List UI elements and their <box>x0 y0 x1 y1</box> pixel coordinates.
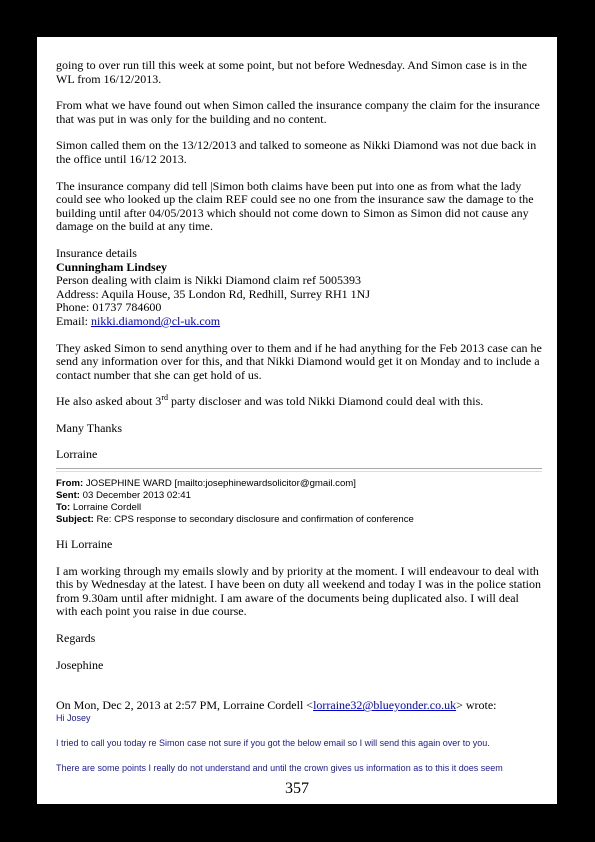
from-value: JOSEPHINE WARD [mailto:josephinewardsolicitor@gmail.com] <box>85 478 356 490</box>
insurance-details <box>56 247 542 329</box>
email-header <box>56 478 542 526</box>
paragraph-6-post: party discloser and was told Nikki Diamond could deal with this. <box>167 394 484 409</box>
insurance-email-link[interactable]: nikki.diamond@cl-uk.com <box>91 313 221 328</box>
quoted-line-1: Hi Josey <box>56 712 91 723</box>
insurance-heading: Insurance details <box>56 245 137 260</box>
reply-name: Josephine <box>56 657 104 672</box>
quoted-line-3: There are some points I really do not understand and until the crown gives us information as to this it does seem <box>56 762 503 773</box>
paragraph-1: going to over run till this week at some point, but not before Wednesday. And Simon case is in the WL from 16/12/2013. <box>56 58 527 86</box>
quoted-intro-post: > wrote: <box>456 698 497 713</box>
subject-value: Re: CPS response to secondary disclosure and confirmation of conference <box>96 514 414 526</box>
signoff-name: Lorraine <box>56 447 98 462</box>
to-label: To: <box>56 502 71 514</box>
subject-label: Subject: <box>56 514 94 526</box>
insurance-email-label: Email: <box>56 313 91 328</box>
quoted-email-link[interactable]: lorraine32@blueyonder.co.uk <box>313 698 457 713</box>
paragraph-4: The insurance company did tell |Simon both claims have been put into one as from what the lady could see who looked up the claim REF could see no one from the insurance saw the damage to the building until after 04/05/2013 which should not come down to Simon as Simon did not cause any damage on the build at any time. <box>56 178 534 234</box>
insurance-email-line <box>56 315 542 329</box>
email-subject <box>56 514 542 526</box>
paragraph-3: Simon called them on the 13/12/2013 and talked to someone as Nikki Diamond was not due back in the office until 16/12 2013. <box>56 138 537 166</box>
email-divider <box>56 468 542 472</box>
paragraph-2: From what we have found out when Simon called the insurance company the claim for the insurance that was put in was only for the building and no content. <box>56 98 540 126</box>
quoted-intro <box>56 699 542 713</box>
insurance-person: Person dealing with claim is Nikki Diamond claim ref 5005393 <box>56 273 361 288</box>
insurance-company: Cunningham Lindsey <box>56 259 168 274</box>
insurance-phone: Phone: 01737 784600 <box>56 300 162 315</box>
from-label: From: <box>56 478 84 490</box>
email-to <box>56 502 542 514</box>
email-sent <box>56 490 542 502</box>
reply-regards: Regards <box>56 631 96 646</box>
document-page <box>37 37 557 804</box>
page-number: 357 <box>285 780 309 797</box>
paragraph-6-pre: He also asked about 3 <box>56 394 162 409</box>
paragraph-6-sup: rd <box>161 393 168 403</box>
to-value: Lorraine Cordell <box>72 502 142 514</box>
paragraph-6 <box>56 395 542 409</box>
thanks-line: Many Thanks <box>56 420 123 435</box>
reply-greeting: Hi Lorraine <box>56 537 113 552</box>
quoted-line-2: I tried to call you today re Simon case not sure if you got the below email so I will send this again over to you. <box>56 737 490 748</box>
insurance-address: Address: Aquila House, 35 London Rd, Redhill, Surrey RH1 1NJ <box>56 286 370 301</box>
email-from <box>56 478 542 490</box>
sent-label: Sent: <box>56 490 80 502</box>
quoted-intro-pre: On Mon, Dec 2, 2013 at 2:57 PM, Lorraine Cordell < <box>56 698 314 713</box>
sent-value: 03 December 2013 02:41 <box>82 490 191 502</box>
reply-body: I am working through my emails slowly and by priority at the moment. I will endeavour to deal with this by Wednesday at the latest. I have been on duty all weekend and today I was in the police station from 9.30am until after midnight. I am aware of the documents being duplicated also. I will deal with each point you raise in due course. <box>56 563 542 619</box>
document-body <box>56 59 542 774</box>
paragraph-5: They asked Simon to send anything over to them and if he had anything for the Feb 2013 case can he send any information over for this, and that Nikki Diamond would get it on Monday and to include a contact number that she can get hold of us. <box>56 340 542 382</box>
